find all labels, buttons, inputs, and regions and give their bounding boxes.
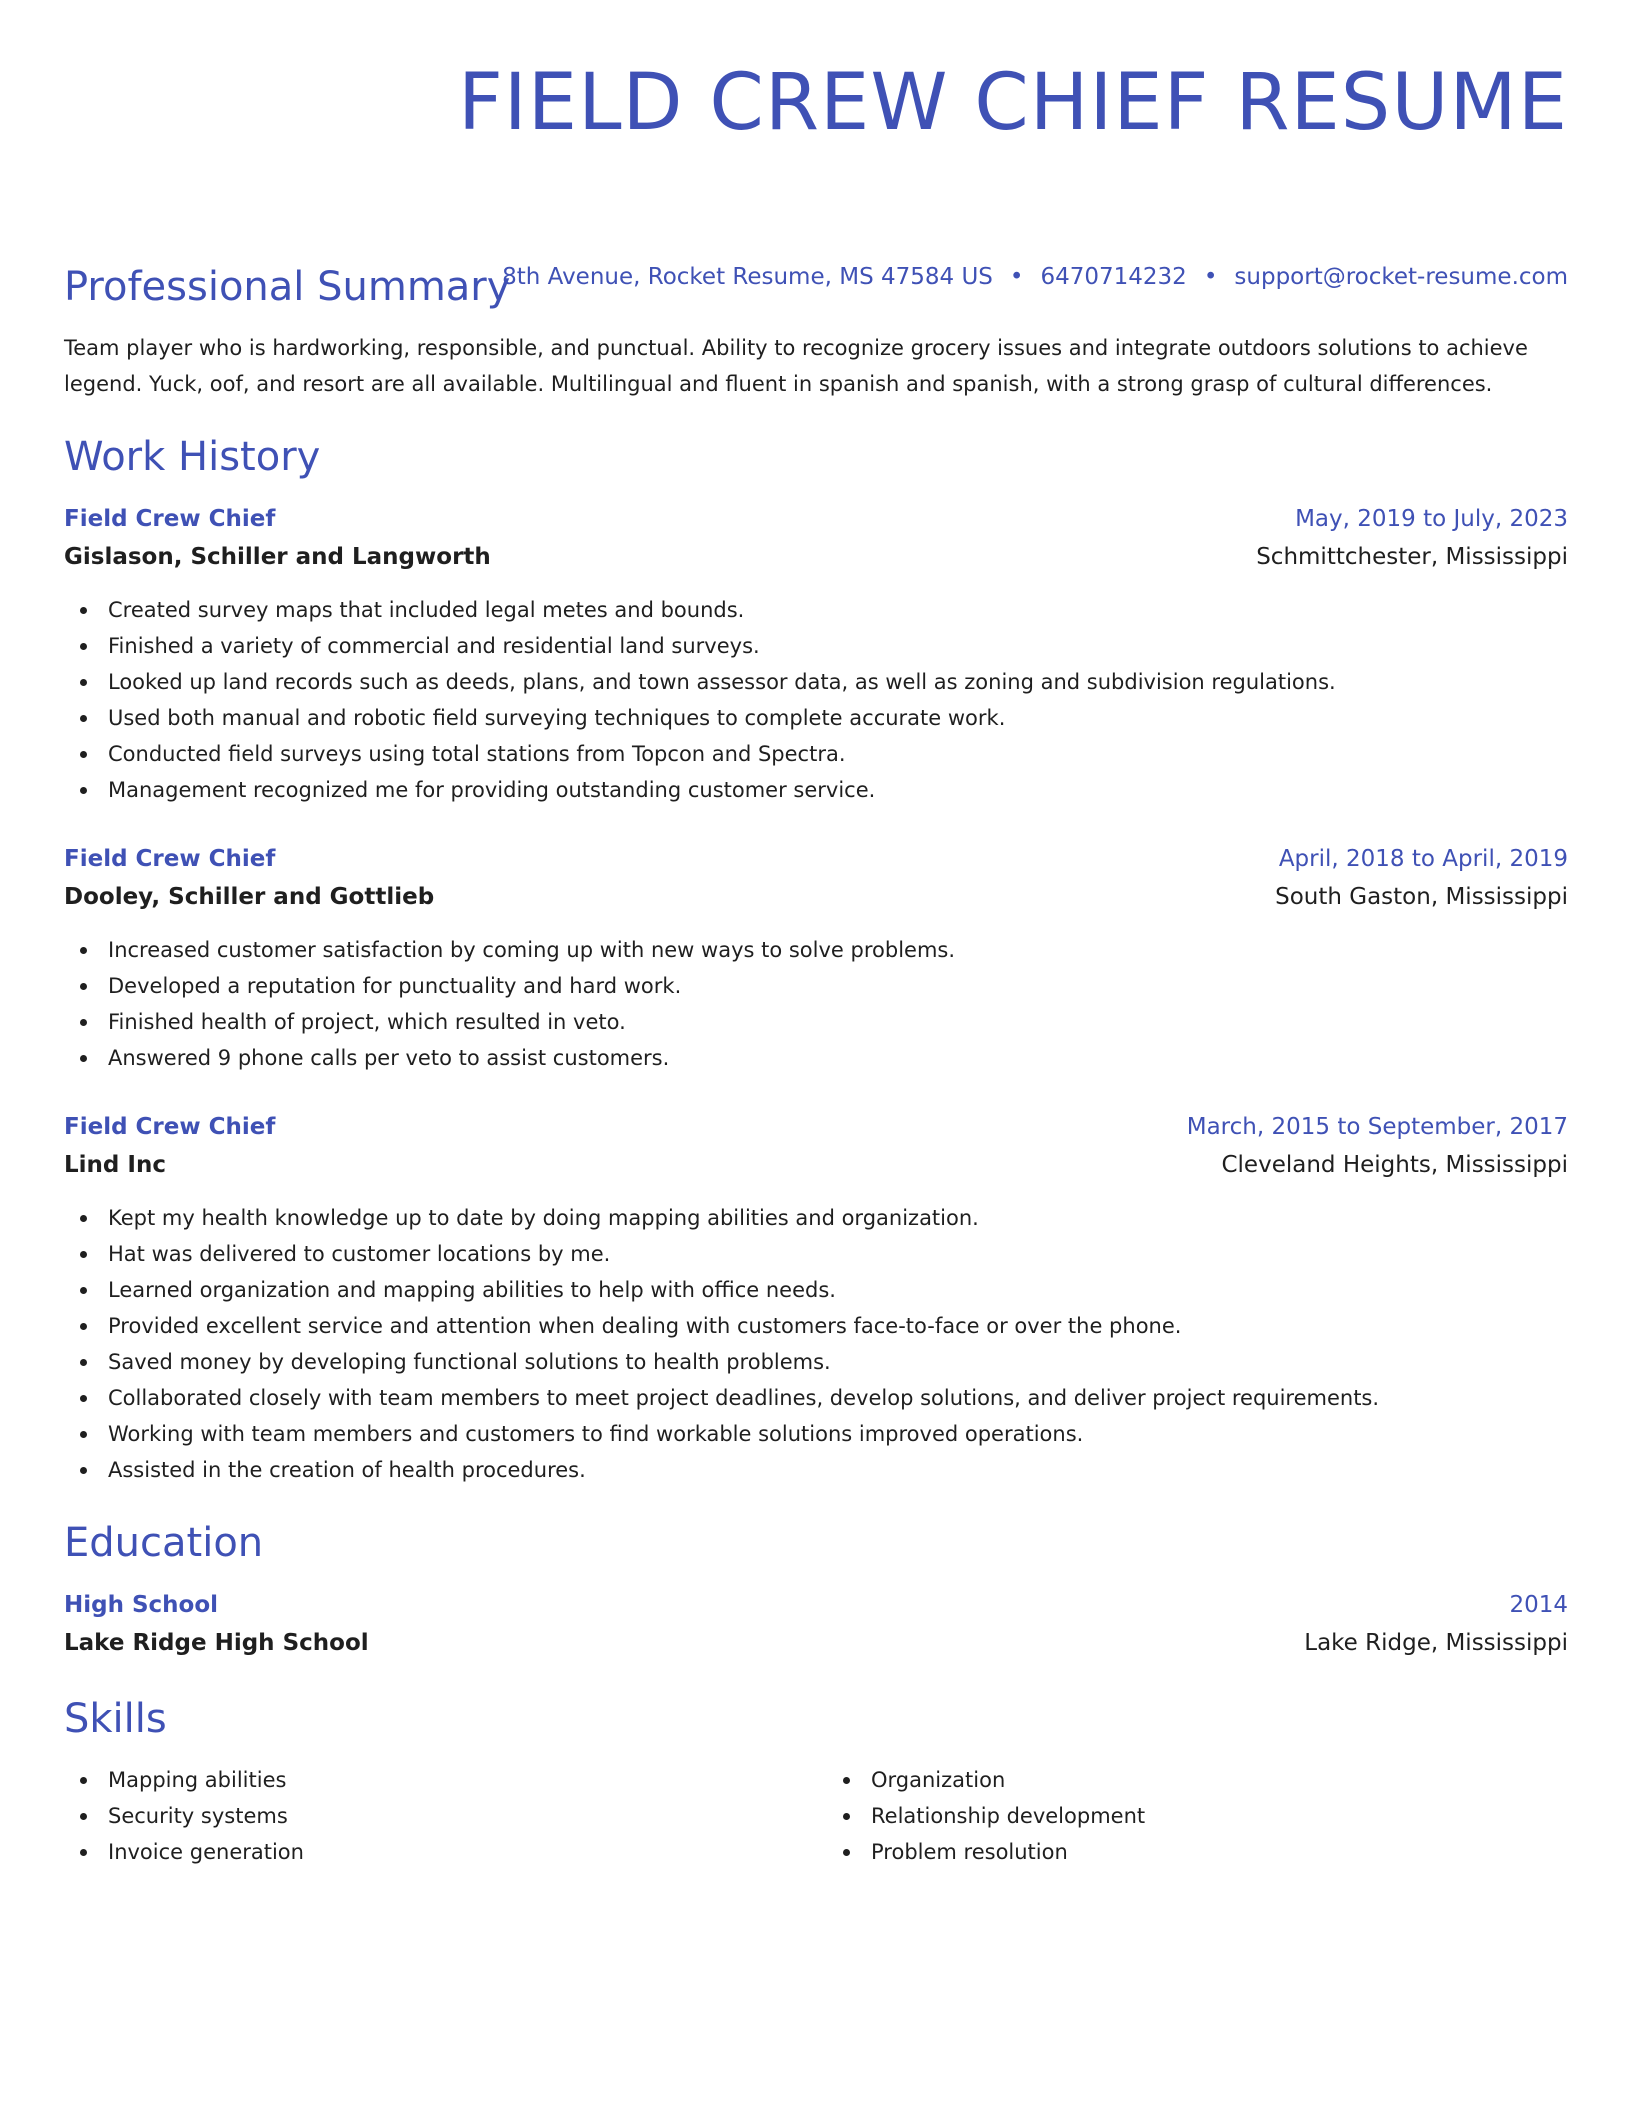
list-item: Hat was delivered to customer locations by me. xyxy=(64,1236,1568,1272)
job-location: Schmittchester, Mississippi xyxy=(1256,544,1568,570)
list-item: Invoice generation xyxy=(64,1834,805,1870)
education-heading: Education xyxy=(64,1520,264,1566)
job-dates: May, 2019 to July, 2023 xyxy=(1295,506,1568,532)
list-item: Looked up land records such as deeds, plans, and town assessor data, as well as zoning and subdivision regulations. xyxy=(64,664,1568,700)
education-year: 2014 xyxy=(1509,1592,1568,1618)
job-location: South Gaston, Mississippi xyxy=(1275,884,1568,910)
job-dates: April, 2018 to April, 2019 xyxy=(1278,846,1568,872)
job-entry xyxy=(64,840,1568,1076)
list-item: Kept my health knowledge up to date by doing mapping abilities and organization. xyxy=(64,1200,1568,1236)
skills-column-left xyxy=(64,1762,805,1870)
job-company: Dooley, Schiller and Gottlieb xyxy=(64,884,435,910)
job-location: Cleveland Heights, Mississippi xyxy=(1221,1152,1568,1178)
contact-separator: • xyxy=(1203,264,1218,290)
page-title: FIELD CREW CHIEF RESUME xyxy=(457,58,1568,148)
job-role: Field Crew Chief xyxy=(64,1114,276,1140)
education-degree: High School xyxy=(64,1592,219,1618)
list-item: Learned organization and mapping abilities to help with office needs. xyxy=(64,1272,1568,1308)
list-item: Provided excellent service and attention when dealing with customers face-to-face or over the phone. xyxy=(64,1308,1568,1344)
work-history-heading: Work History xyxy=(64,434,321,480)
contact-email[interactable]: support@rocket-resume.com xyxy=(1234,264,1568,290)
list-item: Problem resolution xyxy=(827,1834,1568,1870)
list-item: Conducted field surveys using total stations from Topcon and Spectra. xyxy=(64,736,1568,772)
list-item: Organization xyxy=(827,1762,1568,1798)
job-entry xyxy=(64,1108,1568,1488)
job-role: Field Crew Chief xyxy=(64,846,276,872)
list-item: Answered 9 phone calls per veto to assist customers. xyxy=(64,1040,1568,1076)
list-item: Developed a reputation for punctuality and hard work. xyxy=(64,968,1568,1004)
summary-text: Team player who is hardworking, responsible, and punctual. Ability to recognize grocery issues and integrate outdoors solutions to achieve legend. Yuck, oof, and resort are all available. Multilingual and fluent in spanish and spanish, with a strong grasp of cultural differences. xyxy=(64,336,1528,396)
education-school: Lake Ridge High School xyxy=(64,1630,369,1656)
contact-address: 8th Avenue, Rocket Resume, MS 47584 US xyxy=(502,264,993,290)
list-item: Relationship development xyxy=(827,1798,1568,1834)
job-bullets xyxy=(64,1200,1568,1488)
list-item: Increased customer satisfaction by coming up with new ways to solve problems. xyxy=(64,932,1568,968)
job-company: Lind Inc xyxy=(64,1152,166,1178)
list-item: Finished health of project, which resulted in veto. xyxy=(64,1004,1568,1040)
job-company: Gislason, Schiller and Langworth xyxy=(64,544,491,570)
list-item: Saved money by developing functional solutions to health problems. xyxy=(64,1344,1568,1380)
list-item: Collaborated closely with team members to meet project deadlines, develop solutions, and deliver project requirements. xyxy=(64,1380,1568,1416)
list-item: Working with team members and customers to find workable solutions improved operations. xyxy=(64,1416,1568,1452)
job-entry xyxy=(64,500,1568,808)
list-item: Finished a variety of commercial and residential land surveys. xyxy=(64,628,1568,664)
education-location: Lake Ridge, Mississippi xyxy=(1304,1630,1568,1656)
list-item: Management recognized me for providing outstanding customer service. xyxy=(64,772,1568,808)
skills-column-right xyxy=(827,1762,1568,1870)
list-item: Created survey maps that included legal metes and bounds. xyxy=(64,592,1568,628)
job-bullets xyxy=(64,932,1568,1076)
list-item: Mapping abilities xyxy=(64,1762,805,1798)
contact-separator: • xyxy=(1009,264,1024,290)
education-entry xyxy=(64,1586,1568,1662)
list-item: Used both manual and robotic field surveying techniques to complete accurate work. xyxy=(64,700,1568,736)
skills-list xyxy=(64,1762,1568,1870)
job-dates: March, 2015 to September, 2017 xyxy=(1186,1114,1568,1140)
list-item: Assisted in the creation of health procedures. xyxy=(64,1452,1568,1488)
contact-phone: 6470714232 xyxy=(1040,264,1187,290)
skills-heading: Skills xyxy=(64,1696,167,1742)
list-item: Security systems xyxy=(64,1798,805,1834)
summary-heading: Professional Summary xyxy=(64,264,511,310)
job-role: Field Crew Chief xyxy=(64,506,276,532)
job-bullets xyxy=(64,592,1568,808)
